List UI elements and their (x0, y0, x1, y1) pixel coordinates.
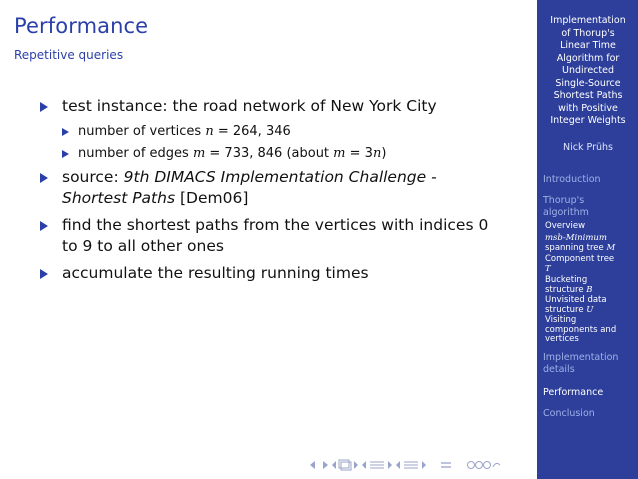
talk-title-line: Undirected (561, 65, 614, 76)
frame-subtitle: Repetitive queries (14, 48, 124, 62)
talk-title-line: Shortest Paths (553, 90, 623, 101)
bullet-text-line2: to 9 to all other ones (62, 237, 224, 255)
nav-subsection-icon[interactable] (362, 459, 392, 471)
sidebar-section-label: Thorup's (543, 195, 585, 206)
math-var: m (192, 146, 206, 161)
sidebar-section-introduction[interactable]: Introduction (543, 174, 601, 185)
talk-title-line: Algorithm for (556, 52, 620, 64)
bullet-text: source: (62, 168, 124, 186)
source-title-line2: Shortest Paths (62, 189, 176, 207)
subsection-label: msb-Minimum (545, 233, 607, 243)
sidebar-section-conclusion[interactable]: Conclusion (543, 408, 595, 419)
navigation-bar (310, 458, 502, 472)
sidebar-section-label: Implementation (543, 352, 619, 363)
nav-align-icon[interactable] (440, 459, 452, 471)
math-symbol: M (606, 242, 616, 253)
sidebar-section-label: algorithm (543, 207, 589, 218)
subbullet-text: number of vertices (78, 124, 206, 139)
subsection-label: Bucketing (545, 275, 588, 285)
frame-title: Performance (14, 14, 149, 38)
talk-title-line: Integer Weights (550, 115, 626, 126)
sidebar-subsection-overview[interactable]: Overview (545, 221, 586, 231)
bullet-triangle-icon (40, 221, 48, 231)
math-var: m (333, 146, 346, 161)
talk-title-line: with Positive (558, 102, 618, 114)
nav-search-icon[interactable] (466, 459, 502, 471)
bullet-triangle-icon (40, 102, 48, 112)
math-value: = 3 (345, 146, 373, 161)
sidebar-subsection-component-tree[interactable] (545, 255, 635, 274)
subsection-label: components and (545, 324, 617, 335)
sidebar-section-performance[interactable]: Performance (543, 387, 604, 398)
subsection-label: spanning tree (545, 242, 607, 253)
nav-frame-icon[interactable] (332, 459, 358, 471)
sidebar (537, 0, 638, 479)
subsection-label: Component tree (545, 254, 615, 264)
subsection-label: Visiting (545, 315, 577, 325)
source-title: 9th DIMACS Implementation Challenge - (123, 168, 437, 186)
subbullet-vertices (40, 123, 520, 141)
bullet-test-instance (40, 96, 520, 117)
bullet-source (40, 167, 520, 209)
bullet-triangle-icon (40, 173, 48, 183)
subbullet-triangle-icon (62, 150, 69, 158)
bullet-text: accumulate the resulting running times (62, 264, 369, 282)
math-symbol: B (586, 284, 593, 295)
subsection-label: vertices (545, 334, 579, 344)
math-var: n (205, 124, 214, 139)
sidebar-subsection-msb[interactable] (545, 234, 635, 253)
talk-title-line: Linear Time (560, 40, 616, 51)
sidebar-section-implementation[interactable] (543, 352, 618, 376)
math-symbol: U (586, 304, 594, 315)
subbullet-text: number of edges (78, 146, 193, 161)
citation: [Dem06] (175, 189, 249, 207)
sidebar-section-label: details (543, 364, 575, 375)
math-value: ) (381, 146, 387, 161)
bullet-list (40, 96, 520, 290)
bullet-accumulate (40, 263, 520, 284)
math-value: = 733, 846 (about (205, 146, 334, 161)
talk-title (541, 15, 635, 128)
sidebar-subsection-visiting[interactable] (545, 316, 635, 345)
sidebar-subsection-unvisited[interactable] (545, 296, 635, 315)
math-value: = 264, 346 (213, 124, 291, 139)
subsection-label: Unvisited data (545, 295, 607, 305)
bullet-triangle-icon (40, 269, 48, 279)
nav-left-arrow[interactable] (310, 459, 328, 471)
author-name: Nick Prühs (563, 142, 613, 153)
bullet-text: test instance: the road network of New York City (62, 97, 437, 115)
math-var: n (372, 146, 382, 161)
subsection-label: structure (545, 284, 587, 295)
subbullet-edges (40, 145, 520, 163)
sidebar-subsection-bucketing[interactable] (545, 276, 635, 295)
math-symbol: T (545, 263, 551, 274)
talk-title-line: of Thorup's (561, 27, 615, 39)
bullet-text: find the shortest paths from the vertices with indices 0 (62, 216, 489, 234)
bullet-find-paths (40, 215, 520, 257)
talk-title-line: Implementation (550, 15, 626, 26)
subbullet-triangle-icon (62, 128, 69, 136)
nav-section-icon[interactable] (396, 459, 426, 471)
sidebar-section-thorup[interactable] (543, 195, 589, 219)
subsection-label: structure (545, 304, 587, 315)
talk-title-line: Single-Source (555, 77, 621, 89)
